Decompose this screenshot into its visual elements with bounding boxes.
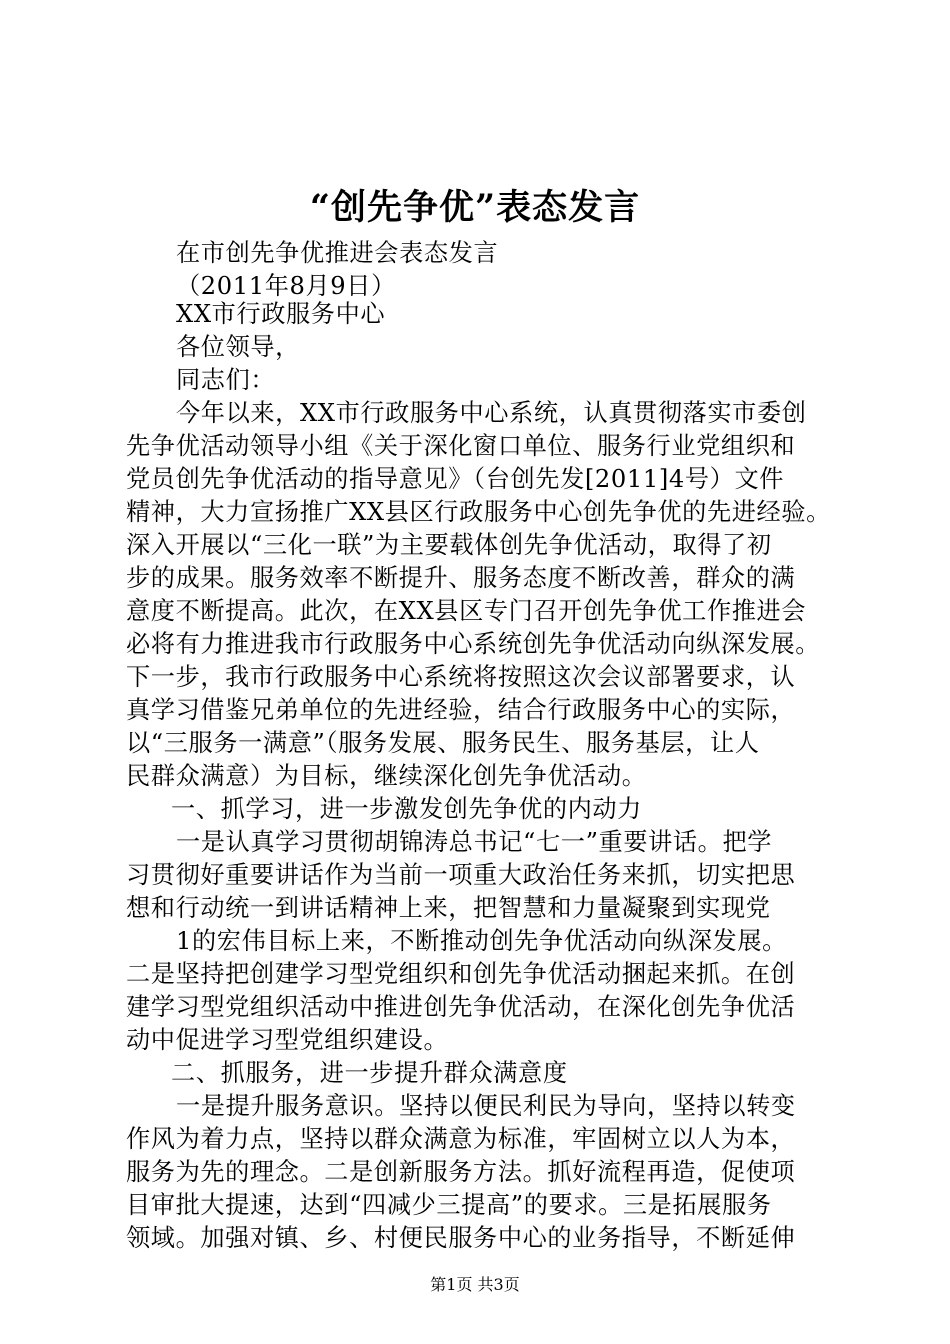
paragraph-line: 作风为着力点，坚持以群众满意为标准，牢固树立以人为本， (126, 1125, 796, 1153)
paragraph-line: 精神，大力宣扬推广XX县区行政服务中心创先争优的先进经验。 (126, 498, 831, 526)
paragraph-line: 习贯彻好重要讲话作为当前一项重大政治任务来抓，切实把思 (126, 861, 796, 889)
paragraph-line: 意度不断提高。此次，在XX县区专门召开创先争优工作推进会 (126, 597, 807, 625)
paragraph-line: 党员创先争优活动的指导意见》（台创先发[2011]4号）文件 (126, 465, 785, 493)
paragraph-line: 建学习型党组织活动中推进创先争优活动，在深化创先争优活 (126, 993, 796, 1021)
document-title: “创先争优”表态发言 (309, 187, 641, 228)
paragraph-line: 目审批大提速，达到“四减少三提高”的要求。三是拓展服务 (126, 1191, 772, 1219)
salutation-leaders: 各位领导， (176, 333, 300, 361)
paragraph-line: 深入开展以“三化一联”为主要载体创先争优活动，取得了初 (126, 531, 772, 559)
section-heading-2: 二、抓服务，进一步提升群众满意度 (171, 1059, 568, 1087)
paragraph-line: 步的成果。服务效率不断提升、服务态度不断改善，群众的满 (126, 564, 796, 592)
paragraph-line: 下一步，我市行政服务中心系统将按照这次会议部署要求，认 (126, 663, 796, 691)
date-line: （2011年8月9日） (176, 272, 396, 300)
section-heading-1: 一、抓学习，进一步激发创先争优的内动力 (171, 795, 642, 823)
paragraph-line: 二是坚持把创建学习型党组织和创先争优活动捆起来抓。在创 (126, 960, 796, 988)
organization: XX市行政服务中心 (176, 300, 386, 328)
paragraph-line: 必将有力推进我市行政服务中心系统创先争优活动向纵深发展。 (126, 630, 821, 658)
salutation-comrades: 同志们： (176, 366, 276, 394)
paragraph-line: 领域。加强对镇、乡、村便民服务中心的业务指导，不断延伸 (126, 1224, 796, 1252)
subtitle: 在市创先争优推进会表态发言 (176, 239, 499, 267)
paragraph-line: 1的宏伟目标上来，不断推动创先争优活动向纵深发展。 (176, 927, 787, 955)
paragraph-line: 一是认真学习贯彻胡锦涛总书记“七一”重要讲话。把学 (176, 828, 773, 856)
paragraph-line: 以“三服务一满意”（服务发展、服务民生、服务基层，让人 (126, 729, 760, 757)
paragraph-line: 今年以来，XX市行政服务中心系统，认真贯彻落实市委创 (176, 399, 807, 427)
page-footer: 第1页 共3页 (430, 1275, 520, 1294)
paragraph-line: 真学习借鉴兄弟单位的先进经验，结合行政服务中心的实际， (126, 696, 796, 724)
paragraph-line: 动中促进学习型党组织建设。 (126, 1026, 449, 1054)
paragraph-line: 一是提升服务意识。坚持以便民利民为导向，坚持以转变 (176, 1092, 796, 1120)
paragraph-line: 先争优活动领导小组《关于深化窗口单位、服务行业党组织和 (126, 432, 796, 460)
paragraph-line: 服务为先的理念。二是创新服务方法。抓好流程再造，促使项 (126, 1158, 796, 1186)
paragraph-line: 民群众满意）为目标，继续深化创先争优活动。 (126, 762, 647, 790)
paragraph-line: 想和行动统一到讲话精神上来，把智慧和力量凝聚到实现党 (126, 894, 771, 922)
